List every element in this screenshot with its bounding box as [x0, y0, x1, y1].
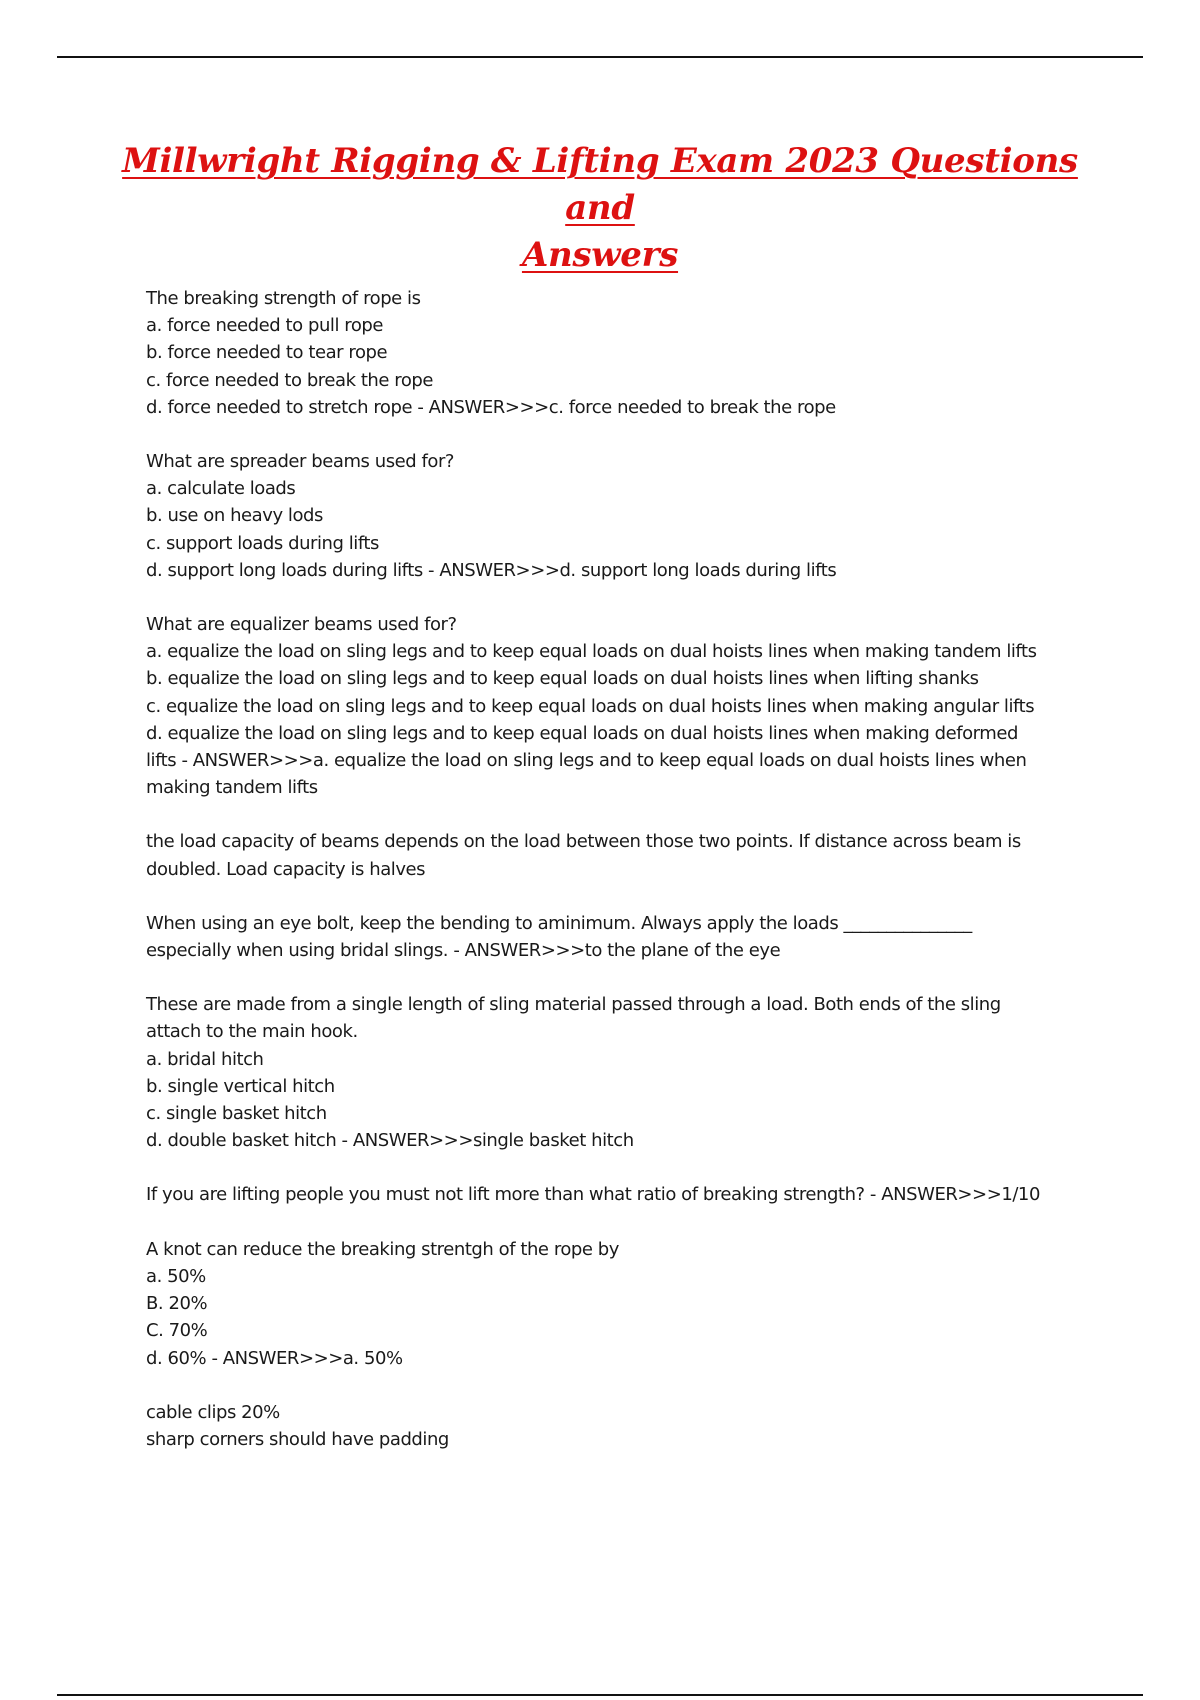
- question-text: What are spreader beams used for?: [146, 451, 455, 473]
- note-line-2: doubled. Load capacity is halves: [146, 858, 426, 880]
- top-rule: [57, 56, 1143, 58]
- option-b: b. equalize the load on sling legs and to keep equal loads on dual hoists lines when lifting shanks: [146, 668, 979, 690]
- page-title: [100, 138, 1100, 279]
- question-block-5: [146, 991, 1096, 1154]
- note-block-2: [146, 1399, 1096, 1453]
- option-a: a. force needed to pull rope: [146, 315, 383, 337]
- question-answer: especially when using bridal slings. - ANSWER>>>to the plane of the eye: [146, 940, 781, 962]
- option-c: c. support loads during lifts: [146, 532, 379, 554]
- option-b: b. use on heavy lods: [146, 505, 323, 527]
- option-d-answer: d. double basket hitch - ANSWER>>>single basket hitch: [146, 1130, 634, 1152]
- option-d: d. equalize the load on sling legs and to keep equal loads on dual hoists lines when making deformed: [146, 722, 1018, 744]
- question-block-6: [146, 1181, 1096, 1208]
- question-text: These are made from a single length of sling material passed through a load. Both ends of the sling: [146, 994, 1001, 1016]
- option-d-answer-cont: making tandem lifts: [146, 777, 318, 799]
- question-text: When using an eye bolt, keep the bending to aminimum. Always apply the loads _______________: [146, 912, 972, 934]
- option-b: b. single vertical hitch: [146, 1075, 335, 1097]
- question-text: What are equalizer beams used for?: [146, 614, 457, 636]
- question-block-4: [146, 910, 1096, 964]
- option-c: c. equalize the load on sling legs and to keep equal loads on dual hoists lines when making angular lifts: [146, 695, 1035, 717]
- document-body: [146, 285, 1096, 1480]
- note-line-2: sharp corners should have padding: [146, 1428, 449, 1450]
- option-b: B. 20%: [146, 1293, 208, 1315]
- option-d-answer: d. support long loads during lifts - ANSWER>>>d. support long loads during lifts: [146, 559, 837, 581]
- option-a: a. 50%: [146, 1265, 206, 1287]
- option-d-answer: d. 60% - ANSWER>>>a. 50%: [146, 1347, 403, 1369]
- question-block-3: [146, 611, 1096, 801]
- question-text-cont: attach to the main hook.: [146, 1021, 358, 1043]
- option-d-answer: d. force needed to stretch rope - ANSWER>>>c. force needed to break the rope: [146, 396, 836, 418]
- title-line-1: Millwright Rigging & Lifting Exam 2023 Questions and: [122, 141, 1078, 228]
- question-block-7: [146, 1236, 1096, 1372]
- title-line-2: Answers: [521, 235, 679, 275]
- question-block-2: [146, 448, 1096, 584]
- option-a: a. bridal hitch: [146, 1048, 264, 1070]
- question-text: The breaking strength of rope is: [146, 288, 421, 309]
- option-d-answer: lifts - ANSWER>>>a. equalize the load on sling legs and to keep equal loads on dual hoists lines when: [146, 750, 1027, 772]
- bottom-rule: [57, 1694, 1143, 1696]
- option-c: c. single basket hitch: [146, 1103, 327, 1125]
- question-block-1: [146, 285, 1096, 421]
- option-c: c. force needed to break the rope: [146, 369, 433, 391]
- question-with-answer: If you are lifting people you must not lift more than what ratio of breaking strength? - ANSWER>>>1/10: [146, 1184, 1040, 1206]
- option-a: a. equalize the load on sling legs and to keep equal loads on dual hoists lines when making tandem lifts: [146, 641, 1037, 663]
- question-text: A knot can reduce the breaking strentgh of the rope by: [146, 1238, 619, 1260]
- option-b: b. force needed to tear rope: [146, 342, 388, 364]
- note-line-1: the load capacity of beams depends on the load between those two points. If distance across beam is: [146, 831, 1021, 853]
- option-a: a. calculate loads: [146, 478, 296, 500]
- note-block-1: [146, 828, 1096, 882]
- note-line-1: cable clips 20%: [146, 1401, 280, 1423]
- option-c: C. 70%: [146, 1320, 208, 1342]
